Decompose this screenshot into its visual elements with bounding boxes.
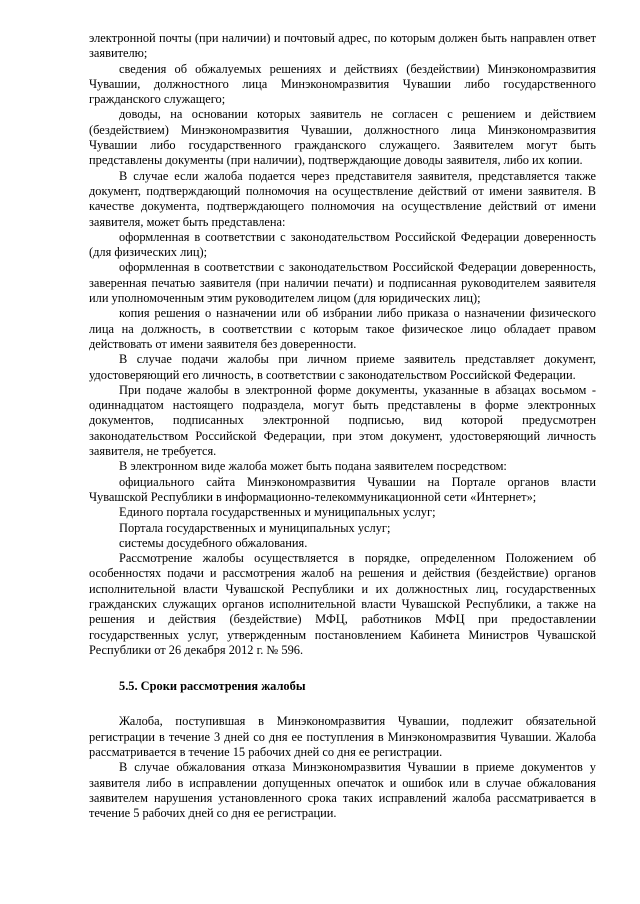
paragraph-arguments: доводы, на основании которых заявитель не согласен с решением и действием (бездействием) Минэкономразвития Чувашии, должностного лица Минэкономразвития Чувашии либо государственного гражданского служащего. Заявителем могут быть представлены документы (при наличии), подтверждающие доводы заявителя, либо их копии. [89,107,596,168]
paragraph-personal-reception: В случае подачи жалобы при личном приеме заявитель представляет документ, удостоверяющий его личность, в соответствии с законодательством Российской Федерации. [89,352,596,382]
paragraph-power-of-attorney-individuals: оформленная в соответствии с законодательством Российской Федерации доверенность (для физических лиц); [89,229,596,260]
paragraph-appealed-decisions: сведения об обжалуемых решениях и действиях (бездействии) Минэкономразвития Чувашии, должностного лица Минэкономразвития Чувашии либо государственного гражданского служащего; [89,61,596,107]
paragraph-pretrial-system: системы досудебного обжалования. [119,535,308,550]
paragraph-electronic-form: При подаче жалобы в электронной форме документы, указанные в абзацах восьмом - одиннадцатом настоящего подраздела, могут быть представлены в форме электронных документов, подписанных электронной подписью, вид которой предусмотрен законодательством Российской Федерации, при этом документ, удостоверяющий личность заявителя, не требуется. [89,382,596,459]
paragraph-official-site: официального сайта Минэкономразвития Чувашии на Портале органов власти Чувашской Республики в информационно-телекоммуникационной сети «Интернет»; [89,474,596,504]
paragraph-refusal-appeal-terms: В случае обжалования отказа Минэкономразвития Чувашии в приеме документов у заявителя либо в исправлении допущенных опечаток и ошибок или в случае обжалования заявителем нарушения установленного срока таких исправлений жалоба рассматривается в течение 5 рабочих дней со дня ее регистрации. [89,760,596,821]
section-heading: 5.5. Сроки рассмотрения жалобы [119,679,306,694]
paragraph-unified-portal: Единого портала государственных и муниципальных услуг; [119,505,436,520]
paragraph-representative: В случае если жалоба подается через представителя заявителя, представляется также документ, подтверждающий полномочия на осуществление действий от имени заявителя. В качестве документа, подтверждающего полномочия на осуществление действий от имени заявителя, может быть представлена: [89,168,596,229]
paragraph-regional-portal: Портала государственных и муниципальных услуг; [119,520,391,535]
paragraph-appointment-copy: копия решения о назначении или об избрании либо приказа о назначении физического лица на должность, в соответствии с которым такое физическое лицо обладает правом действовать от имени заявителя без доверенности. [89,306,596,351]
document-page [89,31,596,822]
paragraph-registration-terms: Жалоба, поступившая в Минэкономразвития Чувашии, подлежит обязательной регистрации в течение 3 дней со дня ее поступления в Минэкономразвития Чувашии. Жалоба рассматривается в течение 15 рабочих дней со дня ее регистрации. [89,714,596,760]
paragraph-review-procedure: Рассмотрение жалобы осуществляется в порядке, определенном Положением об особенностях подачи и рассмотрения жалоб на решения и действия (бездействие) органов исполнительной власти Чувашской Республики и их должностных лиц, государственных гражданских служащих органов исполнительной власти Чувашской Республики, а также на решения и действия (бездействие) МФЦ, работников МФЦ при предоставлении государственных услуг, утвержденным постановлением Кабинета Министров Чувашской Республики от 26 декабря 2012 г. № 596. [89,551,596,657]
paragraph-email-address: электронной почты (при наличии) и почтовый адрес, по которым должен быть направлен ответ заявителю; [89,31,596,61]
paragraph-power-of-attorney-legal: оформленная в соответствии с законодательством Российской Федерации доверенность, заверенная печатью заявителя (при наличии печати) и подписанная руководителем заявителя или уполномоченным этим руководителем лицом (для юридических лиц); [89,260,596,306]
paragraph-electronic-channels: В электронном виде жалоба может быть подана заявителем посредством: [119,459,507,474]
